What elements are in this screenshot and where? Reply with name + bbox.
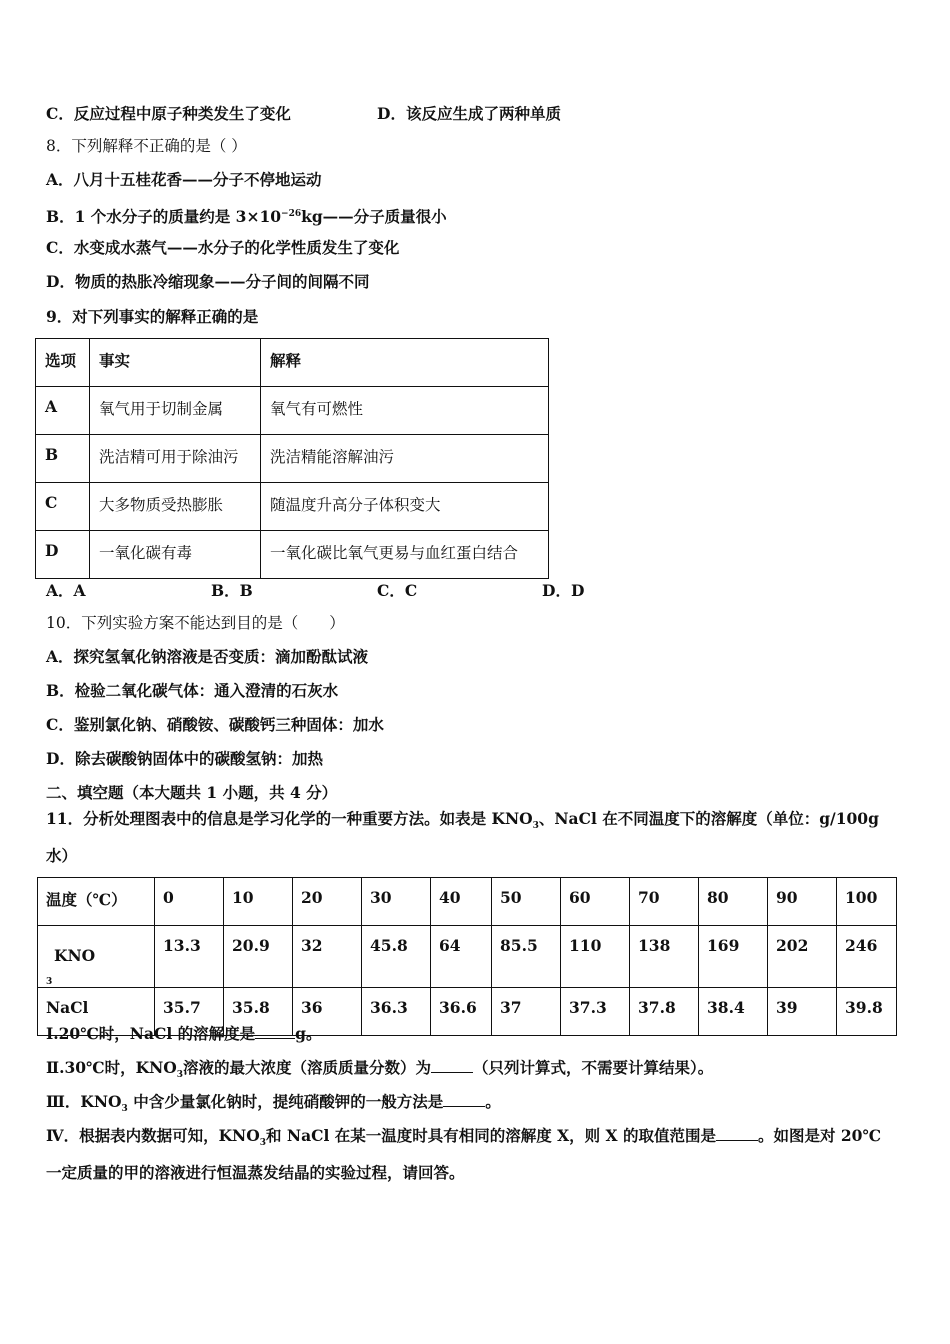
solubility-cell: 0	[155, 878, 224, 926]
q9-cell: A	[36, 387, 90, 435]
q8-option-b-exponent: −26	[281, 209, 302, 219]
q9-header-cell: 事实	[90, 339, 261, 387]
q9-cell: 大多物质受热膨胀	[90, 483, 261, 531]
answer-blank[interactable]	[443, 1092, 485, 1107]
solubility-cell: 13.3	[155, 926, 224, 988]
q8-option-b-prefix: B．1 个水分子的质量约是 3×10	[46, 207, 282, 227]
answer-blank[interactable]	[431, 1058, 473, 1073]
solubility-cell: 40	[431, 878, 492, 926]
q9-cell: 一氧化碳比氧气更易与血红蛋白结合	[261, 531, 549, 579]
solubility-cell: 100	[837, 878, 897, 926]
q11-part-2-text-a: Ⅱ.30℃时，KNO	[46, 1058, 177, 1077]
solubility-cell: 70	[630, 878, 699, 926]
solubility-cell: 60	[561, 878, 630, 926]
q9-cell: 随温度升高分子体积变大	[261, 483, 549, 531]
q9-table	[35, 338, 549, 579]
q11-part-1-unit: g。	[295, 1024, 322, 1043]
q11-part-2	[46, 1058, 713, 1085]
q10-option-b: B．检验二氧化碳气体：通入澄清的石灰水	[46, 681, 339, 700]
solubility-cell: 37.8	[630, 988, 699, 1036]
q8-stem: 8．下列解释不正确的是（ ）	[46, 137, 247, 155]
solubility-cell: 64	[431, 926, 492, 988]
q10-option-c: C．鉴别氯化钠、硝酸铵、碳酸钙三种固体：加水	[46, 715, 384, 734]
q8-option-a: A．八月十五桂花香——分子不停地运动	[46, 170, 322, 189]
q9-cell: 洗洁精可用于除油污	[90, 435, 261, 483]
q11-stem-text-a: 11．分析处理图表中的信息是学习化学的一种重要方法。如表是 KNO	[46, 809, 533, 828]
q9-cell: 一氧化碳有毒	[90, 531, 261, 579]
answer-blank[interactable]	[255, 1024, 295, 1039]
q11-part-4-text-a: Ⅳ．根据表内数据可知，KNO	[46, 1126, 260, 1145]
q11-part-4-line2: 一定质量的甲的溶液进行恒温蒸发结晶的实验过程，请回答。	[46, 1163, 465, 1182]
q9-table-header-row	[36, 339, 549, 387]
q11-part-4	[46, 1126, 881, 1153]
q9-header-cell: 选项	[36, 339, 90, 387]
solubility-cell: 169	[699, 926, 768, 988]
solubility-cell: 20.9	[224, 926, 293, 988]
q7-option-d: D．该反应生成了两种单质	[377, 104, 561, 123]
solubility-row-label: 温度（℃）	[38, 878, 155, 926]
q7-option-c: C．反应过程中原子种类发生了变化	[46, 104, 291, 123]
q9-cell: C	[36, 483, 90, 531]
q9-cell: 氧气用于切制金属	[90, 387, 261, 435]
q9-cell: D	[36, 531, 90, 579]
q8-option-b	[46, 204, 447, 227]
q11-stem-text-b: 、NaCl 在不同温度下的溶解度（单位：g/100g	[538, 809, 879, 828]
solubility-cell: 10	[224, 878, 293, 926]
q11-stem-line2: 水）	[46, 846, 78, 865]
solubility-cell: 246	[837, 926, 897, 988]
q11-part-3-subscript: 3	[121, 1104, 128, 1115]
q11-part-4-text-c: 。如图是对 20℃	[757, 1126, 882, 1145]
solubility-cell: 45.8	[362, 926, 431, 988]
q7-options-row	[46, 102, 646, 122]
q9-options-row	[46, 579, 646, 599]
solubility-cell: 138	[630, 926, 699, 988]
solubility-cell: 80	[699, 878, 768, 926]
q11-stem-subscript: 3	[532, 821, 539, 832]
q11-part-3	[46, 1092, 501, 1119]
q10-stem: 10．下列实验方案不能达到目的是（ ）	[46, 614, 345, 632]
q11-part-2-text-c: （只列计算式，不需要计算结果）。	[473, 1058, 714, 1077]
q9-header-cell: 解释	[261, 339, 549, 387]
solubility-cell: 37.3	[561, 988, 630, 1036]
section-heading: 二、填空题（本大题共 1 小题，共 4 分）	[46, 783, 338, 802]
solubility-cell: 39	[768, 988, 837, 1036]
solubility-cell: 110	[561, 926, 630, 988]
solubility-cell: 36.3	[362, 988, 431, 1036]
solubility-table	[37, 877, 897, 1036]
q8-option-c: C．水变成水蒸气——水分子的化学性质发生了变化	[46, 238, 400, 257]
q11-part-2-subscript: 3	[176, 1070, 184, 1081]
q9-table-row	[36, 531, 549, 579]
q9-cell: 氧气有可燃性	[261, 387, 549, 435]
q11-part-3-text-c: 。	[485, 1092, 501, 1111]
q8-option-b-suffix: kg——分子质量很小	[301, 207, 447, 227]
solubility-cell: 85.5	[492, 926, 561, 988]
q10-option-a: A．探究氢氧化钠溶液是否变质：滴加酚酞试液	[46, 647, 369, 666]
answer-blank[interactable]	[716, 1126, 758, 1141]
q11-stem-line1	[46, 809, 879, 836]
q9-option-b: B．B	[211, 581, 253, 600]
q9-option-c: C．C	[377, 581, 418, 600]
solubility-cell: 36	[293, 988, 362, 1036]
solubility-temp-row	[38, 878, 897, 926]
q9-option-a: A．A	[46, 581, 86, 600]
solubility-cell: 35.8	[224, 988, 293, 1036]
q8-option-d: D．物质的热胀冷缩现象——分子间的间隔不同	[46, 272, 370, 291]
q11-part-4-subscript: 3	[259, 1138, 266, 1149]
q10-option-d: D．除去碳酸钠固体中的碳酸氢钠：加热	[46, 749, 323, 768]
q9-cell: 洗洁精能溶解油污	[261, 435, 549, 483]
solubility-kno3-row	[38, 926, 897, 988]
solubility-cell: 32	[293, 926, 362, 988]
solubility-cell: 35.7	[155, 988, 224, 1036]
q11-part-3-text-a: Ⅲ．KNO	[46, 1092, 122, 1111]
solubility-row-label: KNO $_3$	[38, 926, 155, 988]
solubility-row-label: NaCl	[38, 988, 155, 1036]
solubility-cell: 90	[768, 878, 837, 926]
q9-cell: B	[36, 435, 90, 483]
solubility-cell: 39.8	[837, 988, 897, 1036]
q9-option-d: D．D	[542, 581, 585, 600]
solubility-cell: 36.6	[431, 988, 492, 1036]
q11-part-2-text-b: 溶液的最大浓度（溶质质量分数）为	[183, 1058, 432, 1077]
q9-table-row	[36, 387, 549, 435]
q9-table-row	[36, 435, 549, 483]
solubility-cell: 30	[362, 878, 431, 926]
q11-part-3-text-b: 中含少量氯化钠时，提纯硝酸钾的一般方法是	[127, 1092, 444, 1111]
q11-part-4-text-b: 和 NaCl 在某一温度时具有相同的溶解度 X，则 X 的取值范围是	[266, 1126, 716, 1145]
q11-part-1-text: Ⅰ.20℃时，NaCl 的溶解度是	[46, 1024, 256, 1043]
q9-stem: 9．对下列事实的解释正确的是	[46, 307, 259, 326]
solubility-cell: 37	[492, 988, 561, 1036]
q9-table-row	[36, 483, 549, 531]
solubility-cell: 202	[768, 926, 837, 988]
solubility-cell: 38.4	[699, 988, 768, 1036]
solubility-cell: 20	[293, 878, 362, 926]
q11-part-1	[46, 1024, 321, 1044]
solubility-cell: 50	[492, 878, 561, 926]
